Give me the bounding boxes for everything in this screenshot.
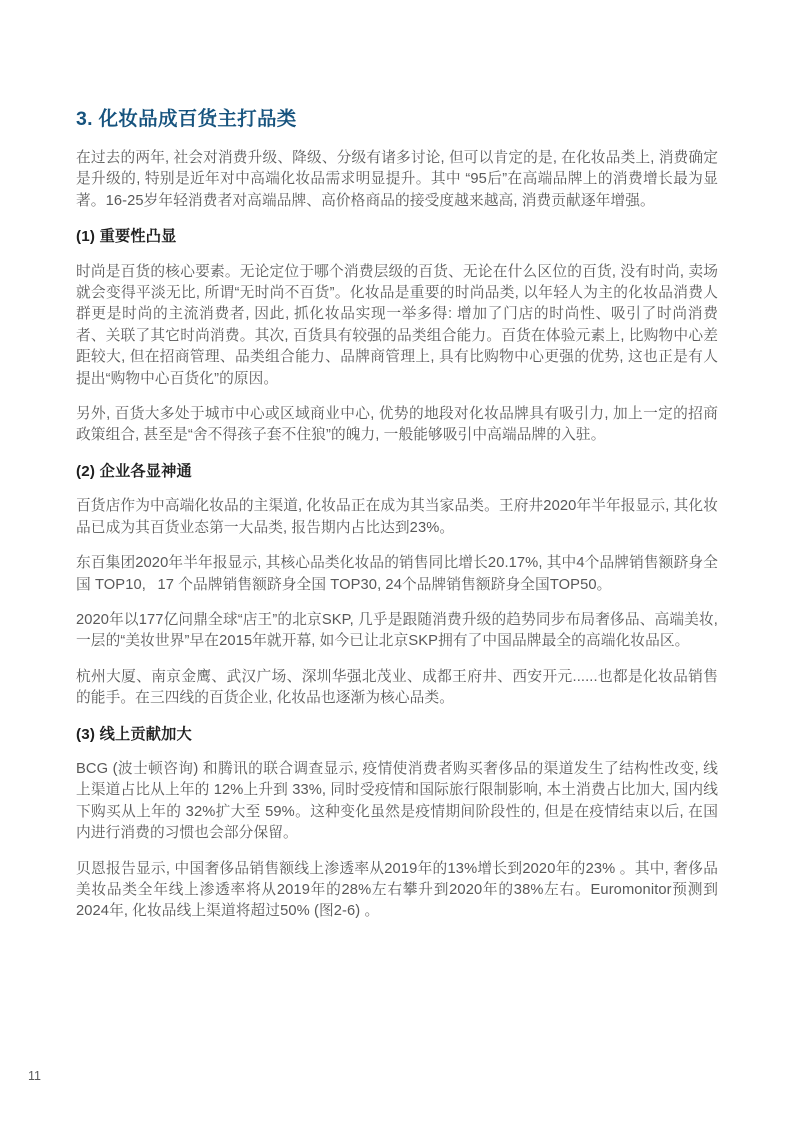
section-heading-1: (1) 重要性凸显 xyxy=(76,228,177,246)
body-paragraph: 贝恩报告显示, 中国奢侈品销售额线上渗透率从2019年的13%增长到2020年的23% 。其中, 奢侈品美妆品类全年线上渗透率将从2019年的28%左右攀升到2020年的38%左右。Euromonitor预测到2024年, 化妆品线上渠道将超过50% (图2-6) 。 xyxy=(76,860,718,920)
body-paragraph: 时尚是百货的核心要素。无论定位于哪个消费层级的百货、无论在什么区位的百货, 没有时尚, 卖场就会变得平淡无比, 所谓“无时尚不百货”。化妆品是重要的时尚品类, 以年轻人为主的化妆品消费人群更是时尚的主流消费者, 因此, 抓化妆品实现一举多得: 增加了门店的时尚性、吸引了时尚消费者、关联了其它时尚消费。其次, 百货具有较强的品类组合能力。百货在体验元素上, 比购物中心差距较大, 但在招商管理、品类组合能力、品牌商管理上, 具有比购物中心更强的优势, 这也正是有人提出“购物中心百货化”的原因。 xyxy=(76,263,718,387)
section-heading-2: (2) 企业各显神通 xyxy=(76,462,192,480)
body-paragraph: BCG (波士顿咨询) 和腾讯的联合调查显示, 疫情使消费者购买奢侈品的渠道发生了结构性改变, 线上渠道占比从上年的 12%上升到 33%, 同时受疫情和国际旅行限制影响, 本土消费占比加大, 国内线下购买从上年的 32%扩大至 59%。这种变化虽然是疫情期间阶段性的, 但是在疫情结束以后, 在国内进行消费的习惯也会部分保留。 xyxy=(76,760,718,842)
section-heading-3: (3) 线上贡献加大 xyxy=(76,725,192,743)
document-content xyxy=(76,0,718,937)
body-paragraph: 杭州大厦、南京金鹰、武汉广场、深圳华强北茂业、成都王府井、西安开元......也都是化妆品销售的能手。在三四线的百货企业, 化妆品也逐渐为核心品类。 xyxy=(76,668,718,707)
body-paragraph: 2020年以177亿问鼎全球“店王”的北京SKP, 几乎是跟随消费升级的趋势同步布局奢侈品、高端美妆, 一层的“美妆世界”早在2015年就开幕, 如今已让北京SKP拥有了中国品牌最全的高端化妆品区。 xyxy=(76,611,718,650)
document-title: 3. 化妆品成百货主打品类 xyxy=(76,108,297,130)
body-paragraph: 百货店作为中高端化妆品的主渠道, 化妆品正在成为其当家品类。王府井2020年半年报显示, 其化妆品已成为其百货业态第一大品类, 报告期内占比达到23%。 xyxy=(76,498,718,536)
body-paragraph: 另外, 百货大多处于城市中心或区域商业中心, 优势的地段对化妆品牌具有吸引力, 加上一定的招商政策组合, 甚至是“舍不得孩子套不住狼”的魄力, 一般能够吸引中高端品牌的入驻。 xyxy=(76,406,718,444)
page-number: 11 xyxy=(28,1069,41,1083)
body-paragraph: 东百集团2020年半年报显示, 其核心品类化妆品的销售同比增长20.17%, 其中4个品牌销售额跻身全国 TOP10, 17 个品牌销售额跻身全国 TOP30, 24个品牌销售额跻身全国TOP50。 xyxy=(76,555,718,593)
body-paragraph: 在过去的两年, 社会对消费升级、降级、分级有诸多讨论, 但可以肯定的是, 在化妆品类上, 消费确定是升级的, 特别是近年对中高端化妆品需求明显提升。其中 “95后”在高端品牌上的消费增长最为显著。16-25岁年轻消费者对高端品牌、高价格商品的接受度越来越高, 消费贡献逐年增强。 xyxy=(76,150,718,209)
